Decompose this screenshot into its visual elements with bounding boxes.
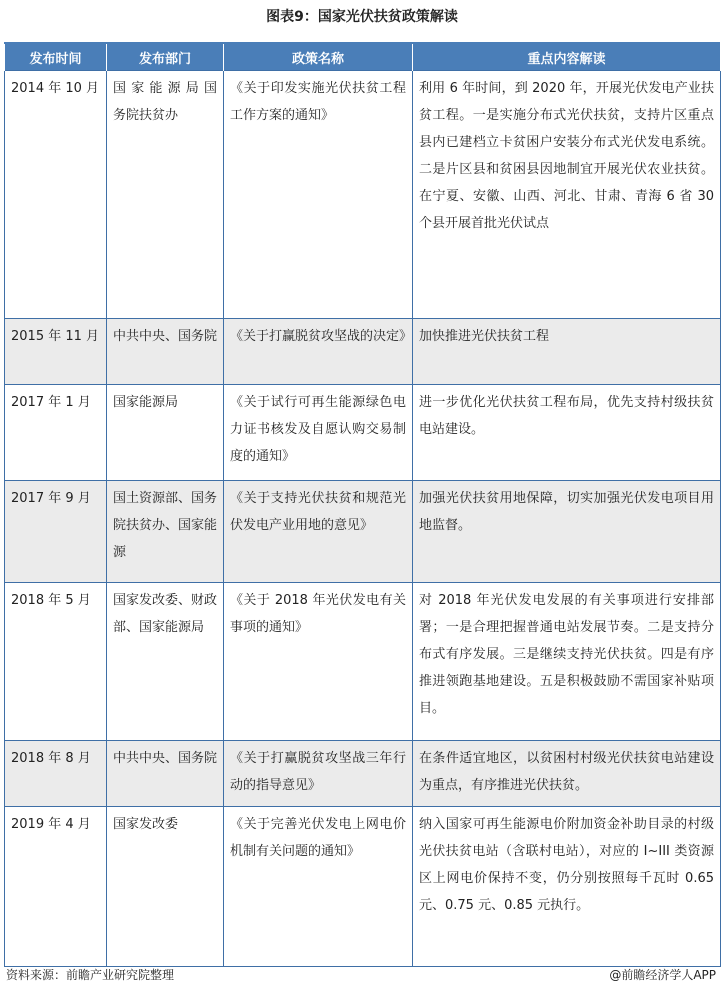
cell-policy: 《关于 2018 年光伏发电有关事项的通知》	[224, 583, 413, 741]
column-header-policy: 政策名称	[224, 44, 413, 71]
cell-dept: 国家发改委	[107, 807, 224, 967]
table-row	[5, 583, 721, 741]
cell-date: 2019 年 4 月	[5, 807, 107, 967]
cell-policy: 《关于支持光伏扶贫和规范光伏发电产业用地的意见》	[224, 481, 413, 583]
cell-content: 进一步优化光伏扶贫工程布局，优先支持村级扶贫电站建设。	[413, 385, 721, 481]
cell-policy: 《关于打赢脱贫攻坚战三年行动的指导意见》	[224, 741, 413, 807]
table-row	[5, 385, 721, 481]
cell-content: 对 2018 年光伏发电发展的有关事项进行安排部署；一是合理把握普通电站发展节奏。二是支持分布式有序发展。三是继续支持光伏扶贫。四是有序推进领跑基地建设。五是积极鼓励不需国家补贴项目。	[413, 583, 721, 741]
cell-date: 2018 年 5 月	[5, 583, 107, 741]
cell-date: 2015 年 11 月	[5, 319, 107, 385]
cell-policy: 《关于打赢脱贫攻坚战的决定》	[224, 319, 413, 385]
table-row	[5, 71, 721, 319]
column-header-date: 发布时间	[5, 44, 107, 71]
cell-dept: 国 家 能 源 局 国务院扶贫办	[107, 71, 224, 319]
policy-table	[4, 44, 721, 967]
column-header-content: 重点内容解读	[413, 44, 721, 71]
table-row	[5, 741, 721, 807]
brand-credit: @前瞻经济学人APP	[609, 968, 716, 982]
cell-date: 2017 年 1 月	[5, 385, 107, 481]
cell-dept: 中共中央、国务院	[107, 319, 224, 385]
cell-dept: 国家发改委、财政部、国家能源局	[107, 583, 224, 741]
cell-content: 加强光伏扶贫用地保障，切实加强光伏发电项目用地监督。	[413, 481, 721, 583]
table-row	[5, 481, 721, 583]
source-note: 资料来源：前瞻产业研究院整理	[6, 968, 175, 982]
cell-content: 在条件适宜地区，以贫困村村级光伏扶贫电站建设为重点，有序推进光伏扶贫。	[413, 741, 721, 807]
cell-dept: 国土资源部、国务院扶贫办、国家能源	[107, 481, 224, 583]
cell-content: 加快推进光伏扶贫工程	[413, 319, 721, 385]
cell-dept: 国家能源局	[107, 385, 224, 481]
table-row	[5, 807, 721, 967]
table-header-row	[5, 44, 721, 71]
cell-date: 2018 年 8 月	[5, 741, 107, 807]
cell-date: 2014 年 10 月	[5, 71, 107, 319]
cell-policy: 《关于印发实施光伏扶贫工程工作方案的通知》	[224, 71, 413, 319]
cell-policy: 《关于试行可再生能源绿色电力证书核发及自愿认购交易制度的通知》	[224, 385, 413, 481]
cell-policy: 《关于完善光伏发电上网电价机制有关问题的通知》	[224, 807, 413, 967]
column-header-dept: 发布部门	[107, 44, 224, 71]
figure-title: 图表9：国家光伏扶贫政策解读	[266, 9, 458, 25]
table-row	[5, 319, 721, 385]
cell-dept: 中共中央、国务院	[107, 741, 224, 807]
cell-date: 2017 年 9 月	[5, 481, 107, 583]
cell-content: 纳入国家可再生能源电价附加资金补助目录的村级光伏扶贫电站（含联村电站），对应的 I~III 类资源区上网电价保持不变，仍分别按照每千瓦时 0.65 元、0.75 元、0.85 元执行。	[413, 807, 721, 967]
cell-content: 利用 6 年时间，到 2020 年，开展光伏发电产业扶贫工程。一是实施分布式光伏扶贫，支持片区重点县内已建档立卡贫困户安装分布式光伏发电系统。二是片区县和贫困县因地制宜开展光伏农业扶贫。在宁夏、安徽、山西、河北、甘肃、青海 6 省 30 个县开展首批光伏试点	[413, 71, 721, 319]
